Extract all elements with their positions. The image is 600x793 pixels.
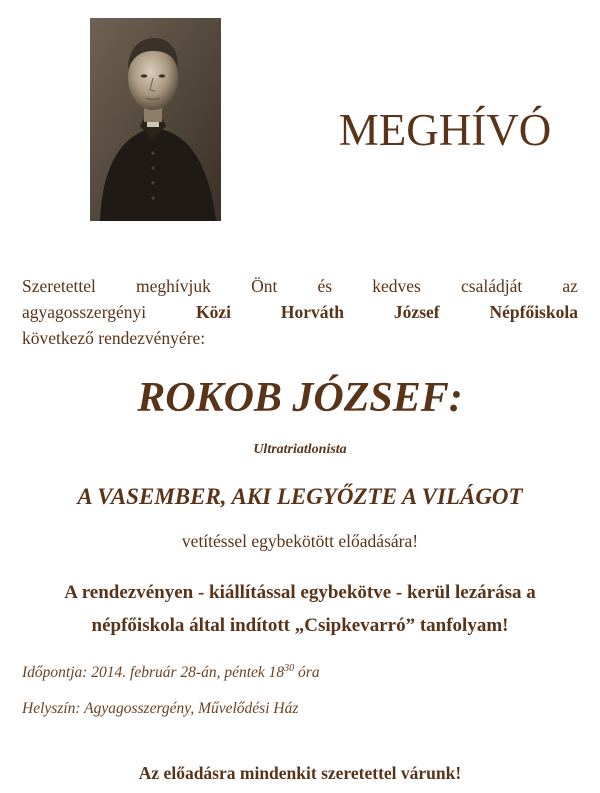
intro-word: Önt	[251, 276, 278, 296]
intro-word: agyagosszergényi	[22, 302, 147, 322]
invitation-title: MEGHÍVÓ	[338, 105, 552, 155]
intro-line-3: következő rendezvényére:	[22, 328, 206, 348]
lecture-suffix: vetítéssel egybekötött előadására!	[181, 531, 419, 551]
intro-word: meghívjuk	[136, 276, 211, 296]
school-name-word: József	[393, 302, 440, 322]
intro-word: az	[562, 276, 578, 296]
intro-word: családját	[461, 276, 523, 296]
school-name-word: Közi	[195, 302, 231, 322]
exhibition-notice	[0, 576, 600, 642]
speaker-role: Ultratriatlonista	[253, 442, 347, 457]
event-time-text: Időpontja: 2014. február 28-án, péntek 18	[22, 664, 285, 681]
exhibition-line-1: A rendezvényen - kiállítással egybekötve - kerül lezárása a	[64, 582, 536, 603]
event-time	[22, 662, 582, 684]
intro-line-2	[22, 299, 578, 325]
event-time-unit: óra	[294, 664, 320, 681]
school-name-word: Népfőiskola	[489, 302, 578, 322]
exhibition-line-2: népfőiskola által indított „Csipkevarró” tanfolyam!	[91, 615, 509, 636]
lecture-title: A VASEMBER, AKI LEGYŐZTE A VILÁGOT	[77, 484, 523, 509]
intro-word: kedves	[372, 276, 421, 296]
school-name-word: Horváth	[280, 302, 345, 322]
portrait-photo	[90, 18, 221, 221]
closing-line: Az előadásra mindenkit szeretettel várunk!	[138, 763, 462, 783]
event-details	[22, 662, 582, 720]
intro-paragraph	[22, 273, 578, 351]
event-time-minutes: 30	[284, 663, 295, 674]
intro-line-1	[22, 273, 578, 299]
event-place: Helyszín: Agyagosszergény, Művelődési Ház	[22, 700, 299, 717]
speaker-name: ROKOB JÓZSEF:	[137, 375, 463, 421]
intro-word: Szeretettel	[22, 276, 96, 296]
intro-word: és	[317, 276, 333, 296]
